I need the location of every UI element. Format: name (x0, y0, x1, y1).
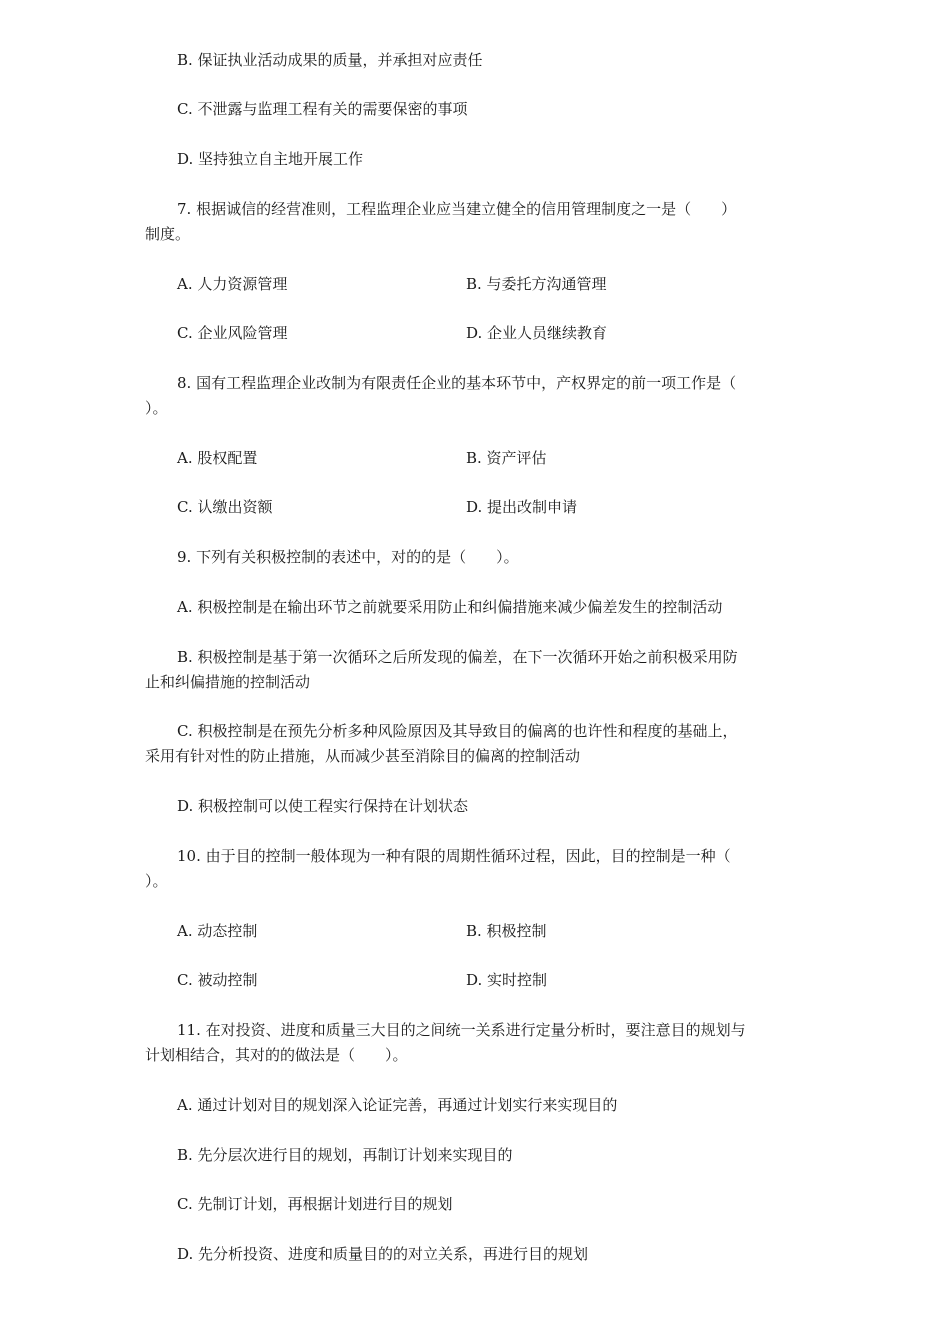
q9-option-b-line1: B. 积极控制是基于第一次循环之后所发现的偏差，在下一次循环开始之前积极采用防 (177, 648, 738, 666)
q11-option-b: B. 先分层次进行目的规划，再制订计划来实现目的 (177, 1146, 513, 1164)
q11-option-a: A. 通过计划对目的规划深入论证完善，再通过计划实行来实现目的 (177, 1096, 618, 1114)
q10-stem-line2: ）。 (145, 872, 168, 890)
q7-option-b: B. 与委托方沟通管理 (466, 275, 607, 293)
q9-stem: 9. 下列有关积极控制的表述中，对的的是（ ）。 (177, 548, 519, 566)
q11-option-c: C. 先制订计划，再根据计划进行目的规划 (177, 1195, 453, 1213)
q8-stem-line1: 8. 国有工程监理企业改制为有限责任企业的基本环节中，产权界定的前一项工作是（ (177, 374, 737, 392)
q9-option-b-line2: 止和纠偏措施的控制活动 (145, 673, 311, 691)
q11-stem-line2: 计划相结合，其对的的做法是（ ）。 (145, 1046, 408, 1064)
q9-option-c-line2: 采用有针对性的防止措施，从而减少甚至消除目的偏离的控制活动 (145, 747, 581, 765)
q7-option-a: A. 人力资源管理 (177, 275, 288, 293)
q7-stem-line1: 7. 根据诚信的经营准则，工程监理企业应当建立健全的信用管理制度之一是（ ） (177, 200, 737, 218)
q10-stem-line1: 10. 由于目的控制一般体现为一种有限的周期性循环过程，因此，目的控制是一种（ (177, 847, 731, 865)
q9-option-a: A. 积极控制是在输出环节之前就要采用防止和纠偏措施来减少偏差发生的控制活动 (177, 598, 723, 616)
q8-option-d: D. 提出改制申请 (466, 498, 578, 516)
q9-option-d: D. 积极控制可以使工程实行保持在计划状态 (177, 797, 469, 815)
q10-option-c: C. 被动控制 (177, 971, 258, 989)
q6-option-c: C. 不泄露与监理工程有关的需要保密的事项 (177, 100, 468, 118)
q8-stem-line2: ）。 (145, 399, 168, 417)
q11-stem-line1: 11. 在对投资、进度和质量三大目的之间统一关系进行定量分析时，要注意目的规划与 (177, 1021, 746, 1039)
q6-option-d: D. 坚持独立自主地开展工作 (177, 150, 364, 168)
q11-option-d: D. 先分析投资、进度和质量目的的对立关系，再进行目的规划 (177, 1245, 589, 1263)
q10-option-b: B. 积极控制 (466, 922, 547, 940)
q9-option-c-line1: C. 积极控制是在预先分析多种风险原因及其导致目的偏离的也许性和程度的基础上， (177, 722, 738, 740)
q8-option-b: B. 资产评估 (466, 449, 547, 467)
q8-option-c: C. 认缴出资额 (177, 498, 273, 516)
q7-option-c: C. 企业风险管理 (177, 324, 288, 342)
q6-option-b: B. 保证执业活动成果的质量，并承担对应责任 (177, 51, 483, 69)
q8-option-a: A. 股权配置 (177, 449, 258, 467)
q10-option-a: A. 动态控制 (177, 922, 258, 940)
q7-option-d: D. 企业人员继续教育 (466, 324, 608, 342)
q10-option-d: D. 实时控制 (466, 971, 548, 989)
q7-stem-line2: 制度。 (145, 225, 191, 243)
